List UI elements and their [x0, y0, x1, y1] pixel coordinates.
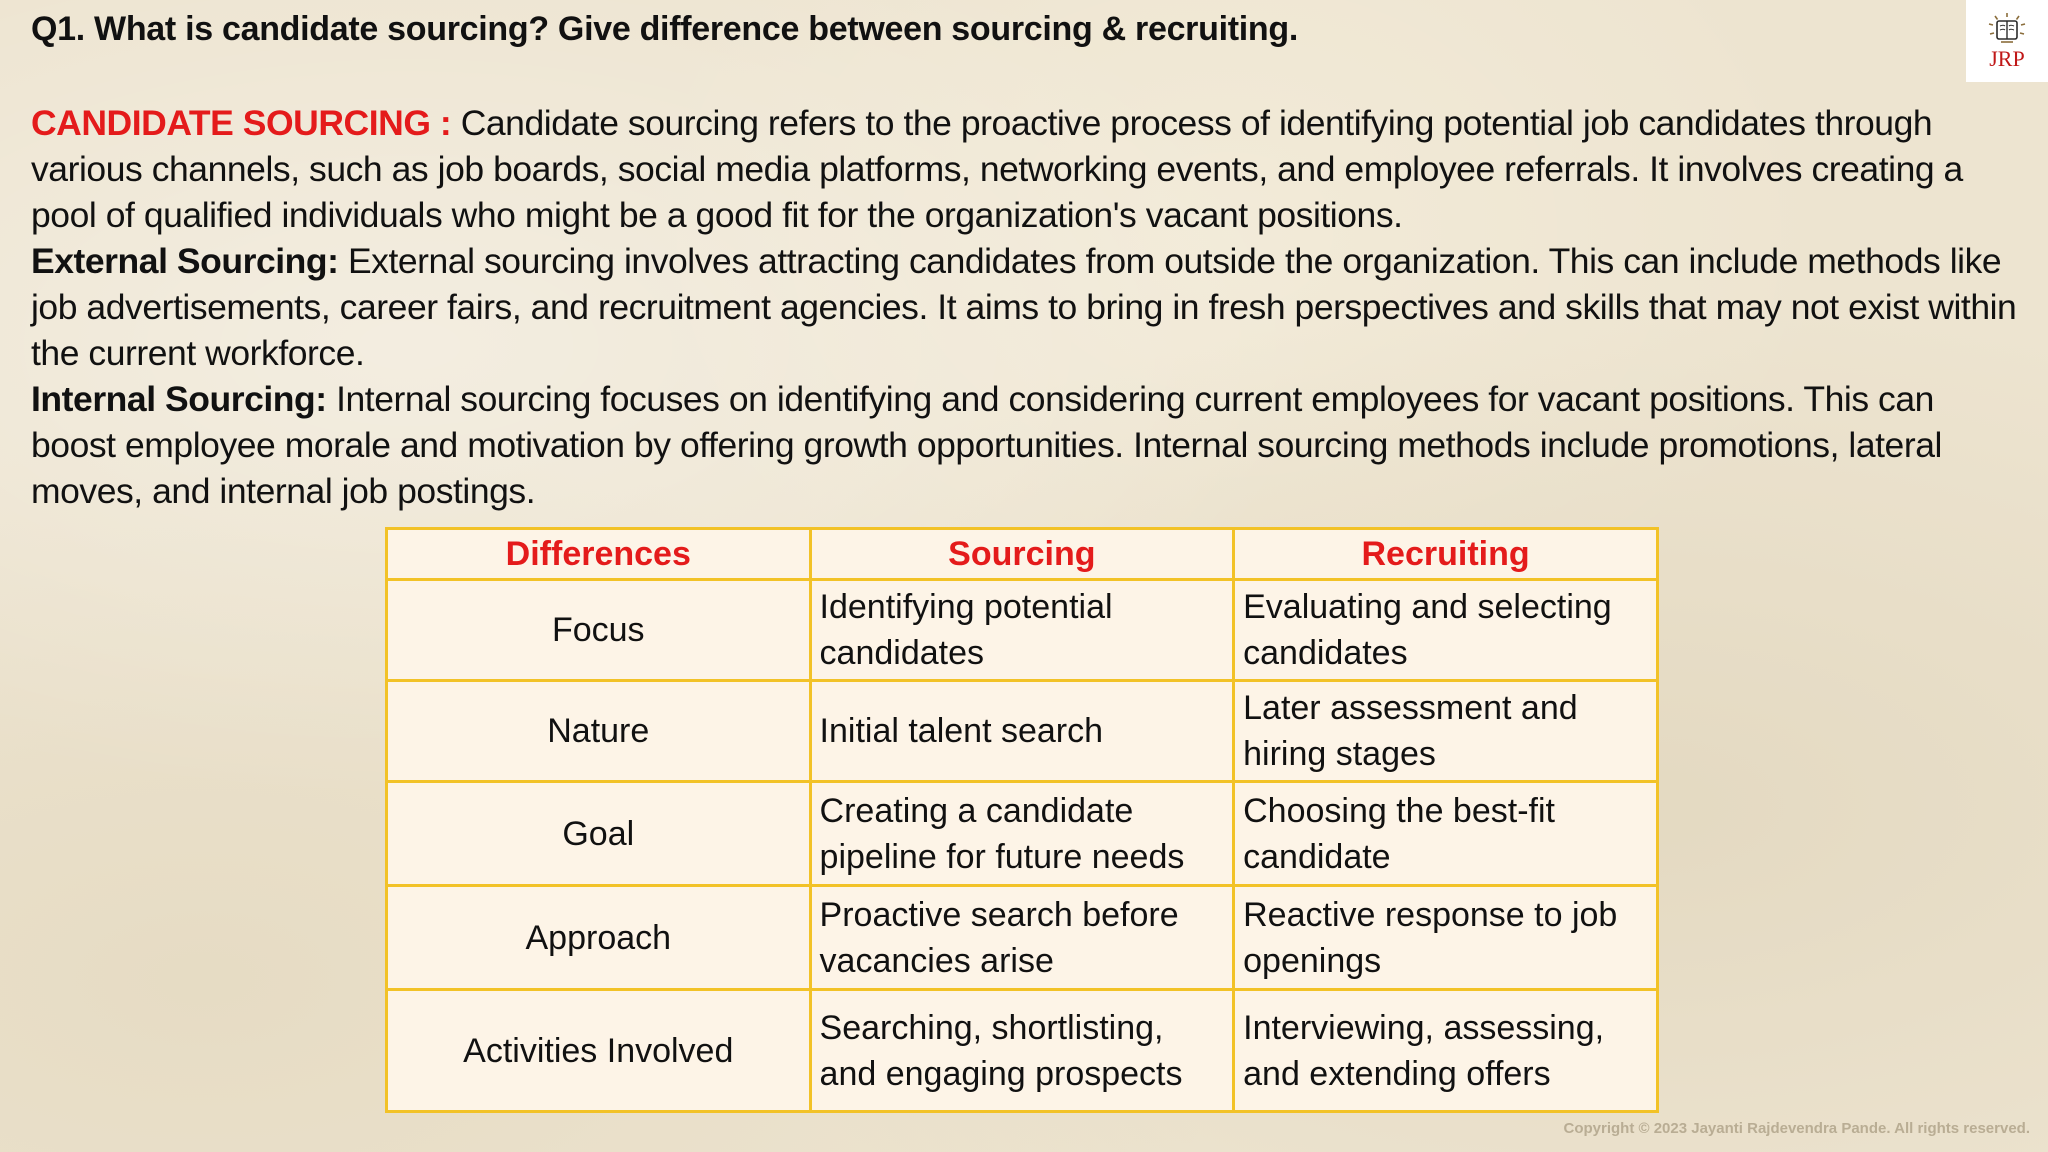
logo-text: JRP: [1989, 46, 2025, 71]
row-sourcing: Proactive search before vacancies arise: [810, 886, 1234, 990]
table-header-row: [387, 529, 1658, 580]
row-recruiting: Evaluating and selecting candidates: [1234, 580, 1658, 681]
row-recruiting: Reactive response to job openings: [1234, 886, 1658, 990]
copyright-notice: Copyright © 2023 Jayanti Rajdevendra Pande. All rights reserved.: [1563, 1120, 2030, 1137]
row-sourcing: Searching, shortlisting, and engaging prospects: [810, 990, 1234, 1112]
external-sourcing-term: External Sourcing:: [31, 241, 339, 281]
candidate-sourcing-paragraph: [31, 100, 2021, 238]
internal-sourcing-text: Internal sourcing focuses on identifying and considering current employees for vacant positions. This can boost employee morale and motivation by offering growth opportunities. Internal sourcing methods include promotions, lateral moves, and internal job postings.: [31, 379, 1942, 511]
header-recruiting: Recruiting: [1234, 529, 1658, 580]
table-row: [387, 681, 1658, 782]
open-book-sun-icon: [1987, 12, 2027, 46]
table-row: [387, 580, 1658, 681]
row-recruiting: Interviewing, assessing, and extending offers: [1234, 990, 1658, 1112]
internal-sourcing-term: Internal Sourcing:: [31, 379, 327, 419]
row-aspect: Nature: [387, 681, 811, 782]
header-sourcing: Sourcing: [810, 529, 1234, 580]
internal-sourcing-paragraph: [31, 376, 2021, 514]
external-sourcing-paragraph: [31, 238, 2021, 376]
candidate-sourcing-text: Candidate sourcing refers to the proactive process of identifying potential job candidates through various channels, such as job boards, social media platforms, networking events, and employee referrals. It involves creating a pool of qualified individuals who might be a good fit for the organization's vacant positions.: [31, 103, 1963, 235]
jrp-logo: [1966, 0, 2048, 82]
question-title: Q1. What is candidate sourcing? Give difference between sourcing & recruiting.: [31, 10, 1298, 48]
row-aspect: Goal: [387, 782, 811, 886]
row-sourcing: Identifying potential candidates: [810, 580, 1234, 681]
table-row: [387, 782, 1658, 886]
table-row: [387, 990, 1658, 1112]
row-aspect: Focus: [387, 580, 811, 681]
body-text: [31, 100, 2021, 514]
row-aspect: Approach: [387, 886, 811, 990]
differences-table: [385, 527, 1659, 1113]
row-aspect: Activities Involved: [387, 990, 811, 1112]
table-row: [387, 886, 1658, 990]
row-sourcing: Initial talent search: [810, 681, 1234, 782]
external-sourcing-text: External sourcing involves attracting candidates from outside the organization. This can include methods like job advertisements, career fairs, and recruitment agencies. It aims to bring in fresh perspectives and skills that may not exist within the current workforce.: [31, 241, 2017, 373]
row-recruiting: Choosing the best-fit candidate: [1234, 782, 1658, 886]
header-differences: Differences: [387, 529, 811, 580]
row-sourcing: Creating a candidate pipeline for future needs: [810, 782, 1234, 886]
row-recruiting: Later assessment and hiring stages: [1234, 681, 1658, 782]
candidate-sourcing-term: CANDIDATE SOURCING :: [31, 103, 452, 143]
